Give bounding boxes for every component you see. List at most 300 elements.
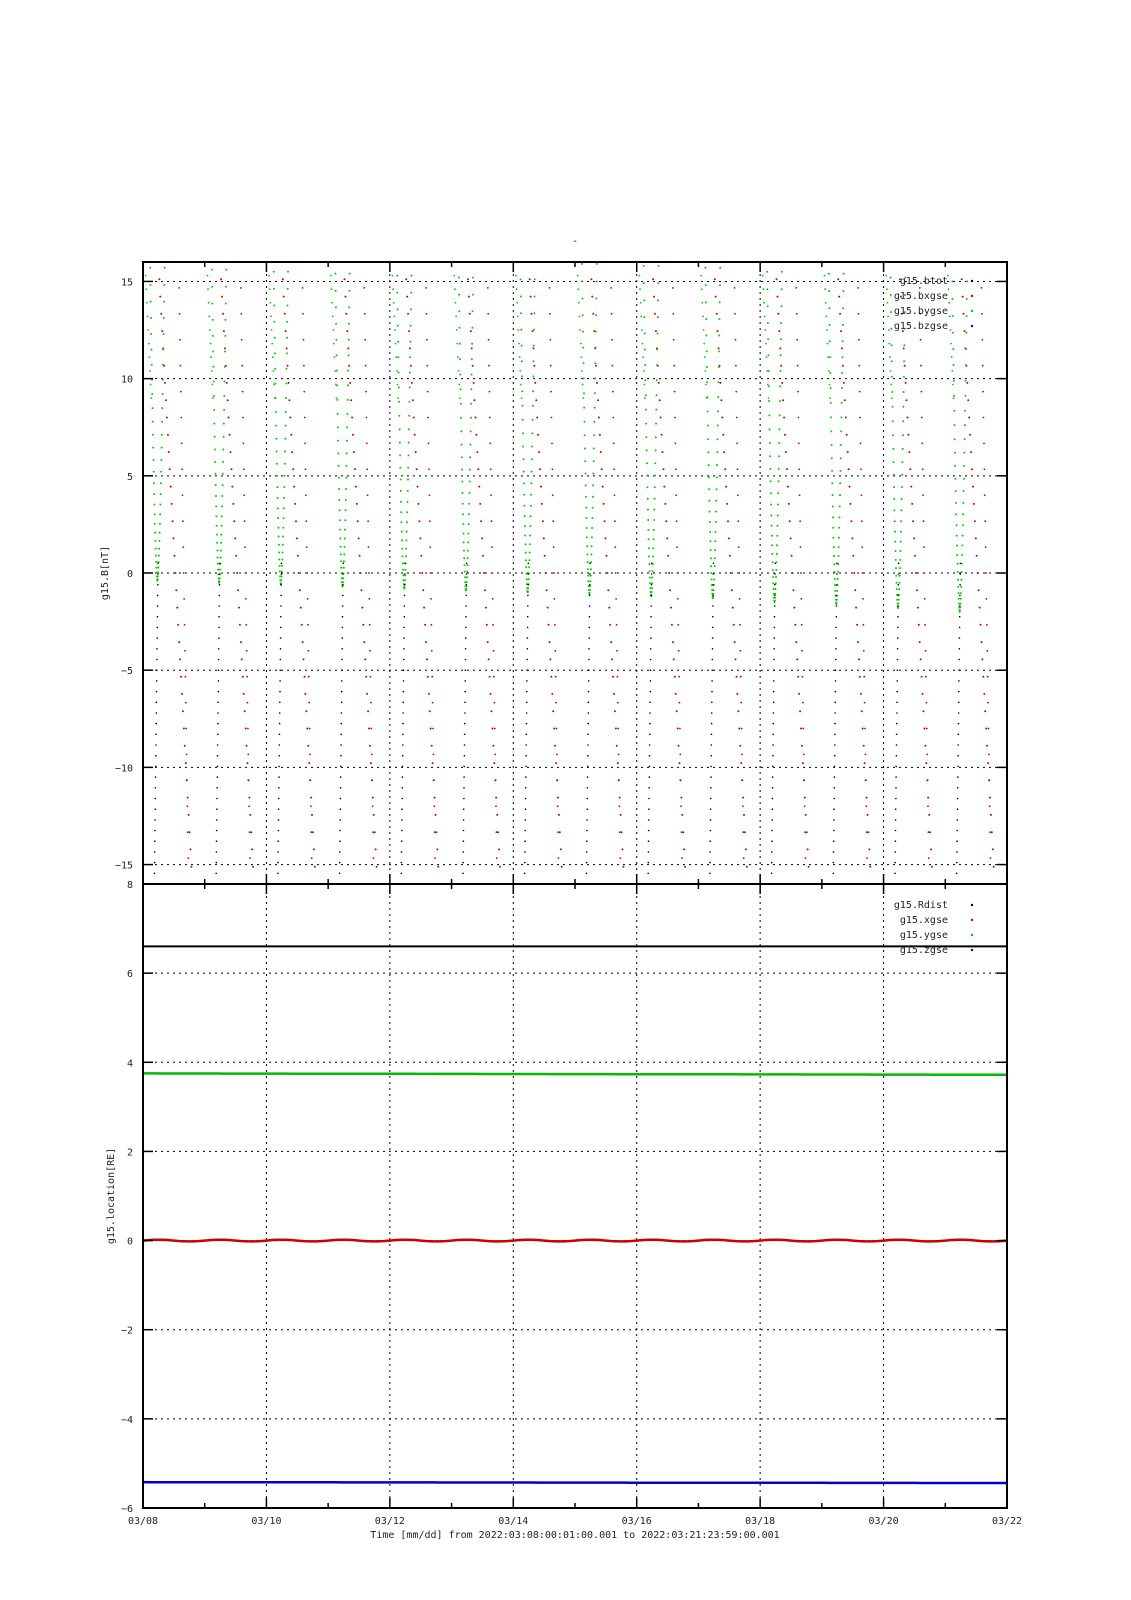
data-point	[467, 557, 469, 559]
data-point	[534, 382, 536, 384]
data-point	[580, 343, 582, 345]
data-point	[158, 555, 160, 557]
data-point	[803, 754, 805, 756]
data-point	[903, 376, 905, 378]
data-point	[280, 579, 282, 581]
data-point	[579, 316, 581, 318]
data-point	[948, 302, 950, 304]
data-point	[951, 356, 953, 358]
data-point	[428, 693, 430, 695]
data-point	[479, 503, 481, 505]
data-point	[520, 312, 522, 314]
data-point	[272, 253, 274, 255]
data-point	[793, 607, 795, 609]
data-point	[582, 347, 584, 349]
data-point	[651, 577, 653, 579]
data-point	[350, 399, 352, 401]
data-point	[216, 525, 218, 527]
data-point	[492, 598, 494, 600]
data-point	[921, 417, 923, 419]
data-point	[891, 360, 893, 362]
data-point	[959, 584, 961, 586]
data-point	[180, 391, 182, 393]
data-point	[248, 797, 250, 799]
data-point	[477, 468, 479, 470]
data-point	[702, 316, 704, 318]
data-point	[150, 333, 152, 335]
data-point	[841, 387, 843, 389]
data-point	[897, 637, 899, 639]
data-point	[885, 275, 887, 277]
data-point	[282, 544, 284, 546]
data-point	[841, 356, 843, 358]
data-point	[962, 296, 964, 298]
data-point	[910, 486, 912, 488]
data-point	[183, 572, 185, 574]
data-point	[901, 498, 903, 500]
data-point	[588, 680, 590, 682]
data-point	[347, 413, 349, 415]
panel-1-ticks	[115, 262, 1007, 884]
y-tick-label: 0	[126, 569, 133, 580]
data-point	[593, 434, 595, 436]
data-point	[187, 831, 189, 833]
data-point	[955, 478, 957, 480]
data-point	[287, 365, 289, 367]
data-point	[762, 275, 764, 277]
data-point	[278, 552, 280, 554]
data-point	[546, 589, 548, 591]
data-point	[711, 669, 713, 671]
data-point	[157, 616, 159, 618]
data-point	[284, 438, 286, 440]
data-point	[709, 521, 711, 523]
data-point	[589, 595, 591, 597]
data-point	[276, 451, 278, 453]
data-point	[280, 627, 282, 629]
data-point	[959, 609, 961, 611]
data-point	[288, 399, 290, 401]
x-tick-label: 03/12	[374, 1516, 405, 1527]
data-point	[582, 314, 584, 316]
data-point	[404, 579, 406, 581]
data-point	[368, 728, 370, 730]
data-point	[455, 302, 457, 304]
data-point	[340, 787, 342, 789]
data-point	[399, 428, 401, 430]
data-point	[463, 808, 465, 810]
data-point	[347, 399, 349, 401]
data-point	[278, 544, 280, 546]
data-point	[342, 605, 344, 607]
x-tick-label: 03/14	[498, 1516, 529, 1527]
data-point	[154, 513, 156, 515]
data-point	[840, 416, 842, 418]
data-point	[213, 423, 215, 425]
data-point	[906, 399, 908, 401]
y-tick-label: −4	[120, 1414, 133, 1426]
data-point	[869, 866, 871, 868]
data-point	[717, 396, 719, 398]
data-point	[487, 641, 489, 643]
data-point	[924, 624, 926, 626]
data-point	[895, 819, 897, 821]
data-point	[654, 462, 656, 464]
data-point	[472, 310, 474, 312]
data-point	[834, 590, 836, 592]
data-point	[219, 584, 221, 586]
data-point	[212, 366, 214, 368]
data-point	[770, 515, 772, 517]
data-point	[918, 624, 920, 626]
data-point	[371, 754, 373, 756]
data-point	[767, 384, 769, 386]
data-point	[527, 584, 529, 586]
data-point	[367, 710, 369, 712]
data-point	[273, 271, 275, 273]
data-point	[223, 423, 225, 425]
data-point	[155, 555, 157, 557]
data-point	[550, 391, 552, 393]
data-point	[838, 555, 840, 557]
data-point	[725, 486, 727, 488]
data-point	[171, 503, 173, 505]
data-point	[742, 805, 744, 807]
data-point	[898, 563, 900, 565]
data-point	[863, 745, 865, 747]
data-point	[401, 851, 403, 853]
data-point	[429, 520, 431, 522]
data-point	[155, 776, 157, 778]
data-point	[834, 787, 836, 789]
data-point	[771, 873, 773, 875]
data-point	[957, 563, 959, 565]
data-point	[961, 571, 963, 573]
data-point	[855, 607, 857, 609]
data-point	[157, 573, 159, 575]
data-point	[489, 417, 491, 419]
data-point	[900, 520, 902, 522]
data-point	[785, 451, 787, 453]
data-point	[153, 482, 155, 484]
data-point	[342, 581, 344, 583]
data-point	[594, 392, 596, 394]
data-point	[288, 382, 290, 384]
data-point	[962, 502, 964, 504]
data-point	[772, 776, 774, 778]
data-point	[710, 557, 712, 559]
y-tick-label: 4	[126, 1058, 133, 1070]
data-point	[526, 573, 528, 575]
data-point	[372, 831, 374, 833]
data-point	[492, 728, 494, 730]
data-point	[673, 365, 675, 367]
data-point	[308, 702, 310, 704]
data-point	[183, 728, 185, 730]
data-point	[644, 333, 646, 335]
data-point	[291, 451, 293, 453]
data-point	[396, 370, 398, 372]
data-point	[159, 296, 161, 298]
data-point	[285, 397, 287, 399]
data-point	[459, 343, 461, 345]
data-point	[402, 734, 404, 736]
data-point	[401, 548, 403, 550]
data-point	[808, 866, 810, 868]
data-point	[175, 589, 177, 591]
data-point	[212, 397, 214, 399]
data-point	[774, 616, 776, 618]
data-point	[584, 448, 586, 450]
data-point	[371, 779, 373, 781]
data-point	[151, 349, 153, 351]
data-point	[674, 417, 676, 419]
data-point	[952, 332, 954, 334]
data-point	[842, 324, 844, 326]
data-point	[648, 787, 650, 789]
data-point	[549, 339, 551, 341]
data-point	[155, 798, 157, 800]
data-point	[492, 624, 494, 626]
data-point	[464, 691, 466, 693]
data-point	[464, 723, 466, 725]
data-point	[864, 702, 866, 704]
data-point	[897, 605, 899, 607]
data-point	[592, 484, 594, 486]
data-point	[302, 287, 304, 289]
data-point	[279, 712, 281, 714]
data-point	[577, 275, 579, 277]
y-tick-label: 8	[126, 880, 133, 891]
data-point	[898, 584, 900, 586]
data-point	[648, 840, 650, 842]
data-point	[239, 624, 241, 626]
data-point	[643, 265, 645, 267]
data-point	[342, 595, 344, 597]
data-point	[586, 545, 588, 547]
data-point	[861, 546, 863, 548]
data-point	[210, 343, 212, 345]
data-point	[526, 669, 528, 671]
data-point	[306, 728, 308, 730]
data-point	[222, 473, 224, 475]
data-point	[156, 669, 158, 671]
data-point	[402, 574, 404, 576]
data-point	[214, 461, 216, 463]
data-point	[582, 298, 584, 300]
data-point	[372, 797, 374, 799]
data-point	[657, 299, 659, 301]
data-point	[619, 831, 621, 833]
data-point	[532, 347, 534, 349]
data-point	[647, 509, 649, 511]
data-point	[890, 294, 892, 296]
data-point	[911, 503, 913, 505]
data-point	[284, 475, 286, 477]
data-point	[497, 831, 499, 833]
data-point	[925, 676, 927, 678]
data-point	[348, 354, 350, 356]
data-point	[211, 384, 213, 386]
data-point	[645, 394, 647, 396]
data-point	[711, 691, 713, 693]
data-point	[162, 349, 164, 351]
data-point	[469, 313, 471, 315]
data-point	[834, 712, 836, 714]
data-point	[217, 744, 219, 746]
data-point	[405, 278, 407, 280]
data-point	[526, 734, 528, 736]
data-point	[157, 575, 159, 577]
data-point	[923, 520, 925, 522]
data-point	[331, 302, 333, 304]
data-point	[467, 533, 469, 535]
data-point	[217, 776, 219, 778]
data-point	[221, 525, 223, 527]
data-point	[642, 356, 644, 358]
data-point	[958, 691, 960, 693]
data-point	[346, 452, 348, 454]
data-point	[312, 831, 314, 833]
data-point	[949, 316, 951, 318]
data-point	[429, 546, 431, 548]
data-point	[157, 595, 159, 597]
data-point	[162, 393, 164, 395]
data-point	[734, 287, 736, 289]
data-point	[406, 521, 408, 523]
data-point	[145, 288, 147, 290]
data-point	[154, 830, 156, 832]
data-point	[915, 572, 917, 574]
data-point	[472, 277, 474, 279]
data-point	[533, 312, 535, 314]
data-point	[888, 343, 890, 345]
data-point	[779, 400, 781, 402]
data-point	[767, 338, 769, 340]
data-point	[558, 857, 560, 859]
data-point	[330, 275, 332, 277]
data-point	[649, 744, 651, 746]
data-point	[213, 381, 215, 383]
data-point	[499, 866, 501, 868]
data-point	[783, 417, 785, 419]
data-point	[306, 572, 308, 574]
data-point	[339, 873, 341, 875]
data-point	[372, 805, 374, 807]
data-point	[347, 347, 349, 349]
data-point	[611, 339, 613, 341]
data-point	[710, 565, 712, 567]
data-point	[460, 417, 462, 419]
data-point	[227, 399, 229, 401]
data-point	[437, 866, 439, 868]
data-point	[669, 589, 671, 591]
data-point	[525, 552, 527, 554]
data-point	[706, 381, 708, 383]
data-point	[588, 637, 590, 639]
data-point	[159, 532, 161, 534]
data-point	[925, 650, 927, 652]
data-point	[986, 745, 988, 747]
data-point	[428, 443, 430, 445]
data-point	[494, 754, 496, 756]
data-point	[912, 520, 914, 522]
data-point	[584, 434, 586, 436]
data-point	[241, 658, 243, 660]
data-point	[826, 316, 828, 318]
data-point	[920, 658, 922, 660]
data-point	[900, 541, 902, 543]
data-point	[490, 468, 492, 470]
data-point	[339, 509, 341, 511]
data-point	[684, 866, 686, 868]
data-point	[857, 287, 859, 289]
data-point	[285, 411, 287, 413]
data-point	[410, 365, 412, 367]
data-point	[663, 468, 665, 470]
data-point	[588, 691, 590, 693]
data-point	[553, 546, 555, 548]
legend-label: g15.ygse	[899, 930, 948, 941]
data-point	[964, 330, 966, 332]
data-point	[858, 658, 860, 660]
data-point	[648, 538, 650, 540]
data-point	[524, 535, 526, 537]
data-point	[554, 624, 556, 626]
data-point	[606, 572, 608, 574]
data-point	[657, 282, 659, 284]
data-point	[864, 728, 866, 730]
data-point	[966, 280, 968, 282]
data-point	[396, 275, 398, 277]
data-point	[365, 676, 367, 678]
data-point	[463, 798, 465, 800]
data-point	[835, 691, 837, 693]
data-point	[476, 451, 478, 453]
data-point	[927, 797, 929, 799]
data-point	[648, 798, 650, 800]
data-point	[180, 676, 182, 678]
data-point	[642, 343, 644, 345]
data-point	[983, 693, 985, 695]
data-point	[218, 616, 220, 618]
data-point	[161, 447, 163, 449]
data-point	[958, 680, 960, 682]
data-point	[465, 616, 467, 618]
data-point	[277, 527, 279, 529]
data-point	[410, 275, 412, 277]
legend-label: g15.xgse	[899, 915, 948, 926]
data-point	[287, 288, 289, 290]
data-point	[226, 382, 228, 384]
data-point	[461, 444, 463, 446]
data-point	[152, 407, 154, 409]
data-point	[403, 691, 405, 693]
data-point	[525, 566, 527, 568]
data-point	[430, 598, 432, 600]
data-point	[658, 265, 660, 267]
y-tick-label: 10	[120, 374, 133, 386]
data-point	[717, 411, 719, 413]
data-point	[780, 338, 782, 340]
data-point	[717, 425, 719, 427]
data-point	[587, 766, 589, 768]
data-point	[587, 776, 589, 778]
data-point	[862, 728, 864, 730]
data-point	[619, 857, 621, 859]
data-point	[308, 676, 310, 678]
data-point	[834, 766, 836, 768]
